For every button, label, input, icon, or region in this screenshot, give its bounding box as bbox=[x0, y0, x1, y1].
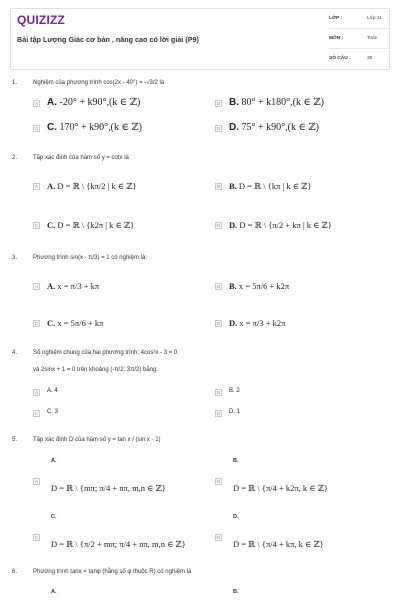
option-letter-box: D bbox=[216, 411, 221, 416]
option-label: D. bbox=[229, 318, 238, 328]
option-text: 1 bbox=[236, 409, 241, 415]
option-text: D = ℝ \ {π/4 + k2π, k ∈ ℤ} bbox=[233, 483, 329, 493]
option-label: A. bbox=[47, 281, 56, 291]
option-b[interactable] bbox=[215, 475, 390, 491]
option-label: D. bbox=[229, 220, 238, 230]
question-number: 6. bbox=[12, 569, 18, 575]
meta-value: 35 bbox=[367, 56, 373, 61]
option-a[interactable] bbox=[33, 475, 208, 491]
option-letter-box: C bbox=[34, 126, 39, 131]
worksheet-title: Bài tập Lượng Giác cơ bản , nâng cao có lời giải (P9) bbox=[17, 35, 199, 44]
question-number: 3. bbox=[12, 255, 18, 261]
option-label: C. bbox=[47, 409, 53, 415]
option-b[interactable] bbox=[215, 97, 375, 113]
option-label: C. bbox=[47, 220, 56, 230]
option-letter-box: C bbox=[34, 321, 39, 326]
meta-value: Lớp 11 bbox=[367, 16, 382, 21]
option-text: -20° + k90°,(k ∈ ℤ) bbox=[59, 97, 141, 108]
option-label: B. bbox=[229, 181, 237, 191]
option-letter-box: C bbox=[34, 223, 39, 228]
option-text: 80° + k180°,(k ∈ ℤ) bbox=[241, 97, 324, 108]
option-b[interactable] bbox=[215, 180, 375, 196]
question-text: Nghiệm của phương trình cos(2x - 40°) = -√3/2 là bbox=[33, 80, 165, 86]
option-letter-box: D bbox=[216, 535, 221, 540]
question-text: Phương trình tanx = tanφ (hằng số φ thuộc R) có nghiệm là bbox=[33, 569, 192, 575]
option-text: x = 5π/6 + k2π bbox=[238, 281, 290, 291]
question-number: 2. bbox=[12, 155, 18, 161]
question-subtext: và 2sinx + 1 = 0 trên khoảng (-π/2; 3π/2) bằng: bbox=[33, 367, 159, 373]
option-text: D = ℝ \ {mπ; π/4 + nπ, m,n ∈ ℤ} bbox=[51, 483, 166, 493]
option-text: D = ℝ \ {kπ/2 | k ∈ ℤ} bbox=[57, 181, 137, 191]
meta-key: MÔN : bbox=[329, 36, 344, 41]
option-letter-box: A bbox=[34, 390, 38, 395]
option-label: B. bbox=[229, 281, 237, 291]
option-text: x = 5π/6 + kπ bbox=[57, 318, 104, 328]
option-b[interactable] bbox=[215, 386, 375, 402]
option-a[interactable] bbox=[33, 386, 193, 402]
option-label: A. bbox=[47, 97, 57, 108]
option-header-b: B. bbox=[233, 589, 239, 595]
option-text: D = ℝ \ {kπ | k ∈ ℤ} bbox=[238, 181, 312, 191]
option-d[interactable] bbox=[215, 122, 375, 138]
option-c[interactable] bbox=[33, 219, 193, 235]
option-c[interactable] bbox=[33, 407, 193, 423]
option-text: 170° + k90°,(k ∈ ℤ) bbox=[59, 122, 142, 133]
question-text: Số nghiệm chung của hai phương trình: 4cos²x - 3 = 0 bbox=[33, 350, 178, 356]
option-text: x = π/3 + kπ bbox=[57, 281, 100, 291]
meta-panel bbox=[329, 9, 391, 71]
question-text: Tập xác định của hàm số y = cotx là bbox=[33, 155, 129, 161]
meta-value: Toán bbox=[367, 36, 378, 41]
option-text: D = ℝ \ {π/4 + kπ, k ∈ ℤ} bbox=[233, 539, 324, 549]
option-letter-box: A bbox=[34, 479, 38, 484]
option-header-a: A. bbox=[51, 589, 57, 595]
option-d[interactable] bbox=[215, 317, 375, 333]
option-text: 3 bbox=[54, 409, 59, 415]
option-label: D. bbox=[229, 122, 239, 133]
option-letter-box: B bbox=[216, 284, 220, 289]
option-d[interactable] bbox=[215, 219, 375, 235]
option-letter-box: B bbox=[216, 101, 220, 106]
question-number: 5. bbox=[12, 437, 18, 443]
option-header-b: B. bbox=[233, 458, 239, 464]
question-number: 1. bbox=[12, 80, 18, 86]
option-header-a: A. bbox=[51, 458, 57, 464]
option-d[interactable] bbox=[215, 407, 375, 423]
meta-key: SỐ CÂU : bbox=[329, 56, 351, 61]
option-label: A. bbox=[47, 181, 56, 191]
option-label: C. bbox=[47, 318, 56, 328]
meta-row-subject bbox=[329, 29, 391, 49]
option-text: D = ℝ \ {k2π | k ∈ ℤ} bbox=[57, 220, 135, 230]
option-letter-box: D bbox=[216, 126, 221, 131]
question-number: 4. bbox=[12, 350, 18, 356]
option-letter-box: A bbox=[34, 101, 38, 106]
meta-key: LỚP : bbox=[329, 16, 343, 21]
option-letter-box: B bbox=[216, 184, 220, 189]
option-text: 75° + k90°,(k ∈ ℤ) bbox=[241, 122, 319, 133]
option-c[interactable] bbox=[33, 531, 211, 547]
option-letter-box: C bbox=[34, 411, 39, 416]
worksheet-header bbox=[10, 8, 390, 70]
option-text: 4 bbox=[54, 388, 58, 394]
option-letter-box: B bbox=[216, 390, 220, 395]
option-text: 2 bbox=[236, 388, 240, 394]
option-letter-box: C bbox=[34, 535, 39, 540]
option-label: A. bbox=[47, 388, 53, 394]
option-letter-box: D bbox=[216, 223, 221, 228]
question-text: Phương trình sin(x - π/3) = 1 có nghiệm là: bbox=[33, 255, 147, 261]
option-label: D. bbox=[229, 409, 235, 415]
quizizz-logo: QUIZIZZ bbox=[17, 13, 66, 27]
option-text: D = ℝ \ {π/2 + mπ; π/4 + nπ, m,n ∈ ℤ} bbox=[51, 539, 186, 549]
option-c[interactable] bbox=[33, 122, 193, 138]
option-letter-box: A bbox=[34, 184, 38, 189]
option-text: x = π/3 + k2π bbox=[239, 318, 286, 328]
meta-row-count bbox=[329, 49, 391, 68]
option-a[interactable] bbox=[33, 280, 193, 296]
option-label: C. bbox=[47, 122, 57, 133]
option-a[interactable] bbox=[33, 97, 193, 113]
option-letter-box: A bbox=[34, 284, 38, 289]
option-text: D = ℝ \ {π/2 + kπ | k ∈ ℤ} bbox=[239, 220, 332, 230]
meta-row-class bbox=[329, 9, 391, 29]
option-d[interactable] bbox=[215, 531, 390, 547]
option-a[interactable] bbox=[33, 180, 193, 196]
option-b[interactable] bbox=[215, 280, 375, 296]
option-label: B. bbox=[229, 97, 239, 108]
option-header-c: C. bbox=[51, 514, 57, 520]
question-text: Tập xác định D của hàm số y = tan x / (sin x - 1) bbox=[33, 437, 161, 443]
option-letter-box: B bbox=[216, 479, 220, 484]
option-c[interactable] bbox=[33, 317, 193, 333]
option-header-d: D. bbox=[233, 514, 239, 520]
option-label: B. bbox=[229, 388, 235, 394]
option-letter-box: D bbox=[216, 321, 221, 326]
